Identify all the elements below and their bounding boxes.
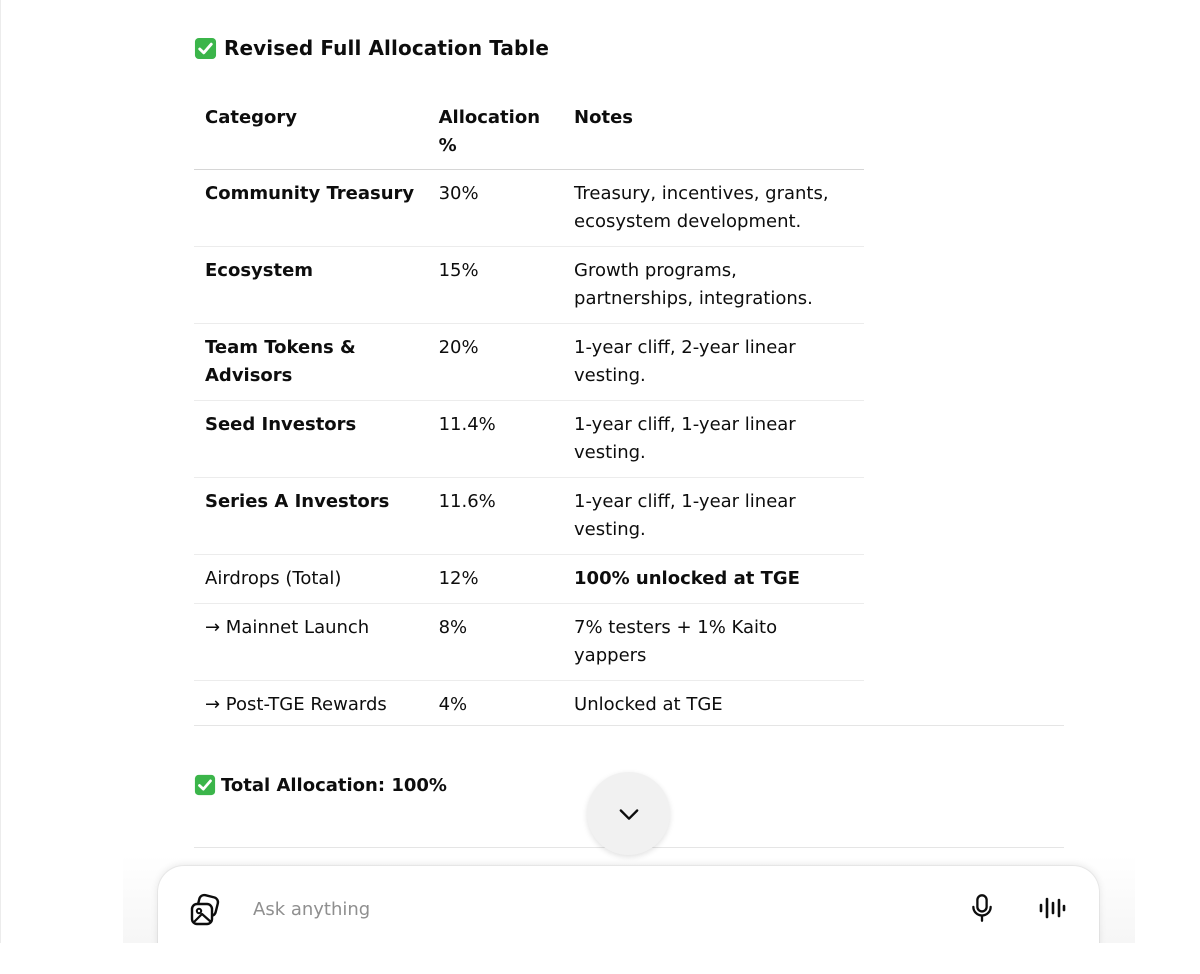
table-row	[194, 681, 864, 730]
table-header-row	[194, 95, 864, 170]
cell-notes: 1-year cliff, 1-year linear vesting.	[563, 478, 864, 555]
table-row	[194, 324, 864, 401]
cell-notes: Treasury, incentives, grants, ecosystem development.	[563, 170, 864, 247]
cell-category: Ecosystem	[194, 247, 428, 324]
cell-category: → Post-TGE Rewards	[205, 694, 387, 715]
allocation-table	[194, 95, 864, 729]
chevron-down-icon	[615, 800, 643, 828]
cell-notes: Growth programs, partnerships, integrations.	[563, 247, 864, 324]
ask-input[interactable]	[253, 894, 903, 924]
total-allocation-text: Total Allocation: 100%	[221, 774, 447, 796]
table-row	[194, 247, 864, 324]
cell-allocation: 15%	[428, 247, 563, 324]
cell-allocation: 11.6%	[428, 478, 563, 555]
table-row	[194, 555, 864, 604]
cell-allocation: 20%	[428, 324, 563, 401]
table-row	[194, 478, 864, 555]
header-allocation: Allocation %	[428, 95, 563, 170]
image-attach-icon	[188, 892, 224, 928]
scroll-to-bottom-button[interactable]	[587, 772, 670, 855]
cell-category: Community Treasury	[194, 170, 428, 247]
sidebar-edge	[0, 0, 1, 974]
dictate-button[interactable]	[964, 890, 1000, 926]
table-row	[194, 170, 864, 247]
voice-mode-button[interactable]	[1034, 890, 1070, 926]
section-heading	[194, 36, 549, 60]
total-allocation-line	[194, 774, 447, 796]
cell-notes: 1-year cliff, 1-year linear vesting.	[563, 401, 864, 478]
page-bottom	[0, 943, 1200, 974]
section-divider	[194, 725, 1064, 726]
cell-notes: 100% unlocked at TGE	[563, 555, 864, 604]
cell-allocation: 8%	[428, 604, 563, 681]
cell-allocation: 4%	[438, 694, 468, 715]
table-row	[194, 604, 864, 681]
cell-notes: 7% testers + 1% Kaito yappers	[563, 604, 864, 681]
cell-allocation: 30%	[428, 170, 563, 247]
table-row	[194, 401, 864, 478]
attach-image-button[interactable]	[186, 890, 226, 930]
cell-category: Series A Investors	[194, 478, 428, 555]
cell-notes: Unlocked at TGE	[574, 694, 723, 715]
header-notes: Notes	[563, 95, 864, 170]
header-category: Category	[194, 95, 428, 170]
cell-category: Airdrops (Total)	[194, 555, 428, 604]
microphone-icon	[968, 893, 996, 923]
cell-allocation: 12%	[428, 555, 563, 604]
cell-allocation: 11.4%	[428, 401, 563, 478]
cell-category: Seed Investors	[194, 401, 428, 478]
cell-category: → Mainnet Launch	[194, 604, 428, 681]
cell-category: Team Tokens & Advisors	[194, 324, 428, 401]
check-mark-button-icon	[194, 37, 217, 60]
check-mark-button-icon	[194, 774, 216, 796]
cell-notes: 1-year cliff, 2-year linear vesting.	[563, 324, 864, 401]
section-heading-text: Revised Full Allocation Table	[224, 36, 550, 60]
voice-mode-icon	[1037, 895, 1067, 921]
